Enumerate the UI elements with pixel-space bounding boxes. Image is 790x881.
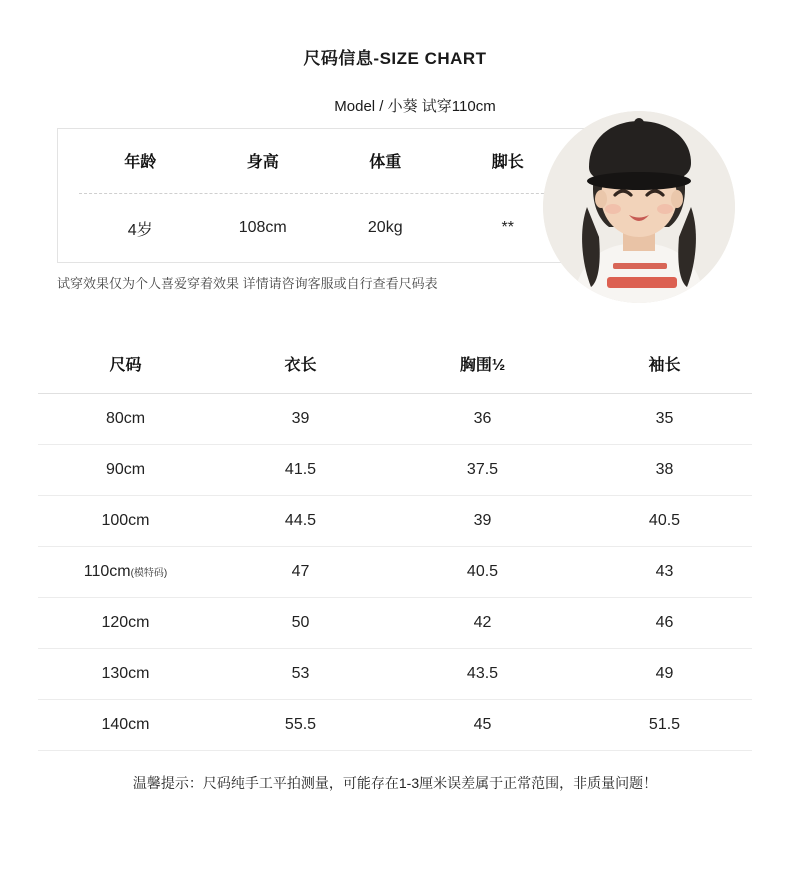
- model-value-age: 4岁: [127, 221, 153, 239]
- cell-size: [38, 563, 213, 581]
- model-header-height: 身高: [246, 154, 279, 171]
- model-note: 试穿效果仅为个人喜爱穿着效果 详情请咨询客服或自行查看尺码表: [57, 276, 438, 291]
- cell-bust: 39: [473, 512, 492, 529]
- cell-bust: 40.5: [466, 563, 499, 580]
- cell-bust: 36: [473, 410, 492, 427]
- cell-size: 100cm: [101, 512, 150, 529]
- model-table-header-row: [79, 128, 569, 194]
- cell-bust: 42: [473, 614, 492, 631]
- table-row: [38, 496, 752, 547]
- size-chart-header-bust: 胸围½: [459, 356, 506, 374]
- table-row: [38, 649, 752, 700]
- cell-bust: 37.5: [466, 461, 499, 478]
- model-section: [0, 95, 790, 325]
- model-caption: Model / 小葵 试穿110cm: [334, 98, 496, 115]
- page-title: 尺码信息-SIZE CHART: [303, 49, 487, 68]
- model-header-weight: 体重: [369, 154, 402, 171]
- cell-length: 53: [291, 665, 310, 682]
- model-header-age: 年龄: [124, 154, 157, 171]
- cell-size: 120cm: [101, 614, 150, 631]
- cell-size-note: (模特码): [130, 568, 168, 579]
- cell-sleeve: 43: [655, 563, 674, 580]
- size-chart-header-size: 尺码: [109, 356, 142, 374]
- model-value-weight: 20kg: [367, 219, 403, 236]
- table-row: [38, 598, 752, 649]
- cell-length: 55.5: [284, 716, 317, 733]
- cell-sleeve: 40.5: [648, 512, 681, 529]
- model-value-footlength: **: [501, 219, 514, 236]
- size-chart-header-row: [38, 333, 752, 394]
- cell-sleeve: 49: [655, 665, 674, 682]
- table-row: [38, 394, 752, 445]
- cell-sleeve: 35: [655, 410, 674, 427]
- model-header-footlength: 脚长: [491, 154, 524, 171]
- cell-sleeve: 46: [655, 614, 674, 631]
- cell-length: 39: [291, 410, 310, 427]
- model-value-height: 108cm: [238, 219, 287, 236]
- cell-sleeve: 38: [655, 461, 674, 478]
- model-photo: [543, 111, 735, 303]
- table-row: [38, 547, 752, 598]
- tip-text: 温馨提示：尺码纯手工平拍测量，可能存在1-3厘米误差属于正常范围，非质量问题！: [132, 775, 658, 791]
- cell-sleeve: 51.5: [648, 716, 681, 733]
- cell-length: 44.5: [284, 512, 317, 529]
- size-chart-table: [38, 333, 752, 751]
- size-chart-header-sleeve: 袖长: [648, 356, 681, 374]
- cell-size: 80cm: [105, 410, 146, 427]
- cell-bust: 43.5: [466, 665, 499, 682]
- cell-size: 90cm: [105, 461, 146, 478]
- table-row: [38, 445, 752, 496]
- size-chart-header-length: 衣长: [284, 356, 317, 374]
- cell-length: 50: [291, 614, 310, 631]
- cell-size: 140cm: [101, 716, 150, 733]
- cell-length: 41.5: [284, 461, 317, 478]
- table-row: [38, 700, 752, 751]
- cell-length: 47: [291, 563, 310, 580]
- cell-size-label: 110cm: [83, 563, 131, 580]
- model-table-value-row: [79, 194, 569, 262]
- cell-size: 130cm: [101, 665, 150, 682]
- cell-bust: 45: [473, 716, 492, 733]
